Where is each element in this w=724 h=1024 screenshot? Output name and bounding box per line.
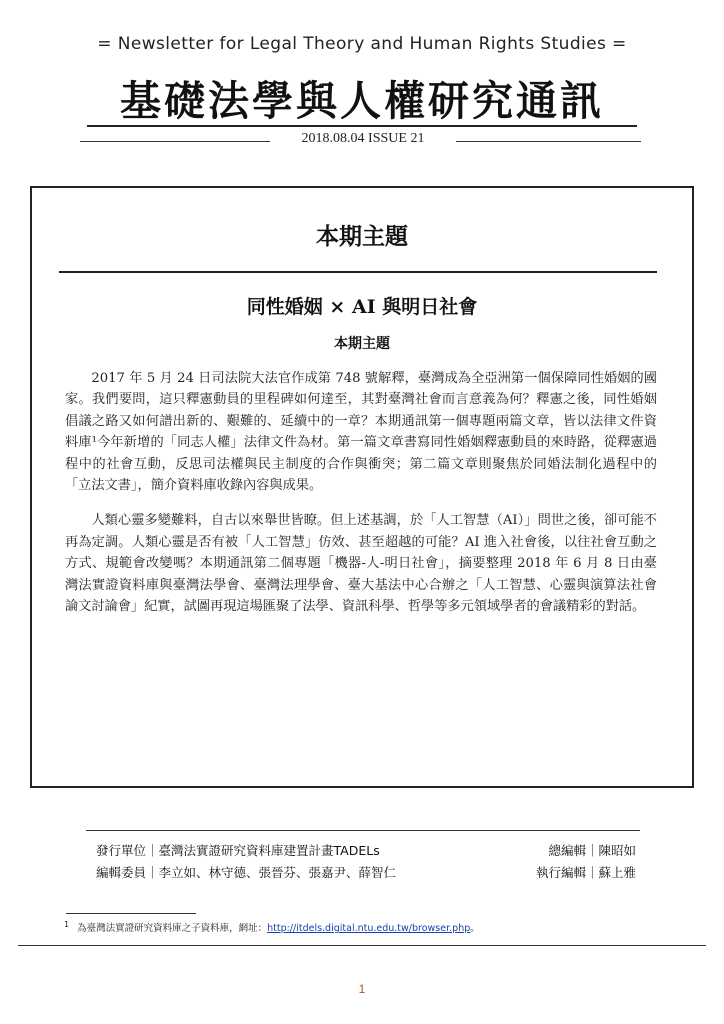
article-body <box>65 368 657 631</box>
body-paragraph: 人類心靈多變難料，自古以來舉世皆瞭。但上述基調，於「人工智慧（AI）」問世之後，卻可能不再為定調。人類心靈是否有被「人工智慧」仿效、甚至超越的可能？AI 進入社會後，以往社會互動之方式、規範會改變嗎？本期通訊第二個專題「機器-人-明日社會」，摘要整理 2018 年 6 月 8 日由臺灣法實證資料庫與臺灣法學會、臺灣法理學會、臺大基法中心合辦之「人工智慧、心靈與演算法社會論文討論會」紀實，試圖再現這場匯聚了法學、資訊科學、哲學等多元領域學者的會議精彩的對話。 <box>65 513 657 615</box>
masthead-divider <box>87 125 637 127</box>
feature-box-divider <box>59 271 657 273</box>
masthead-title: 基礎法學與人權研究通訊 <box>120 77 604 125</box>
chief-editor-credit: 總編輯｜陳昭如 <box>548 843 636 858</box>
credits-block <box>96 840 636 884</box>
feature-box-heading: 本期主題 <box>316 223 408 250</box>
page-number: 1 <box>358 982 366 996</box>
issue-rule-left <box>80 141 270 142</box>
footnote-marker: 1 <box>64 920 70 929</box>
page-bottom-divider <box>18 945 706 946</box>
database-link[interactable]: http://itdels.digital.ntu.edu.tw/browser.php <box>267 923 471 935</box>
footnote-divider <box>66 913 196 914</box>
issue-rule-right <box>456 141 641 142</box>
credits-divider <box>86 830 640 831</box>
article-subtitle: 本期主題 <box>334 336 390 352</box>
executive-editor-credit: 執行編輯｜蘇上雅 <box>535 865 636 880</box>
body-paragraph: 2017 年 5 月 24 日司法院大法官作成第 748 號解釋，臺灣成為全亞洲第一個保障同性婚姻的國家。我們要問，這只釋憲動員的里程碑如何達至，其對臺灣社會而言意義為何？釋憲之後，同性婚姻倡議之路又如何譜出新的、艱難的、延續中的一章？本期通訊第一個專題兩篇文章，皆以法律文件資料庫¹今年新增的「同志人權」法律文件為材。第一篇文章書寫同性婚姻釋憲動員的來時路，從釋憲過程中的社會互動，反思司法權與民主制度的合作與衝突；第二篇文章則聚焦於同婚法制化過程中的「立法文書」，簡介資料庫收錄內容與成果。 <box>65 371 657 494</box>
editorial-committee-credit: 編輯委員｜李立如、林守德、張晉芬、張嘉尹、薛智仁 <box>96 865 397 880</box>
english-subtitle: = Newsletter for Legal Theory and Human Rights Studies = <box>97 34 627 54</box>
article-title: 同性婚姻 × AI 與明日社會 <box>246 296 478 318</box>
footnote <box>64 920 664 934</box>
footnote-suffix: 。 <box>470 923 480 935</box>
issue-date: 2018.08.04 ISSUE 21 <box>301 131 425 146</box>
publisher-credit: 發行單位｜臺灣法實證研究資料庫建置計畫TADELs <box>96 843 380 858</box>
footnote-text: 為臺灣法實證研究資料庫之子資料庫，網址： <box>77 923 268 935</box>
